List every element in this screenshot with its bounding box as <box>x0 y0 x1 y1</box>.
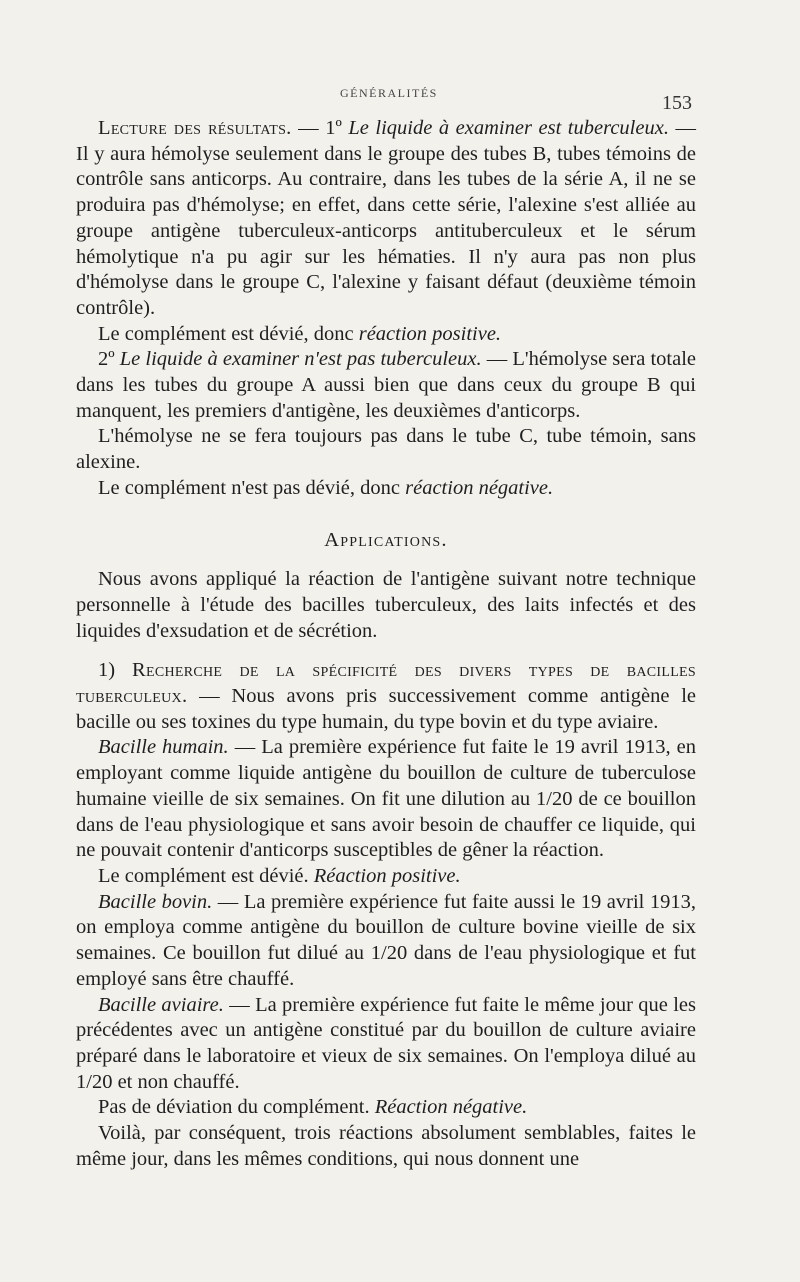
avian-conclusion-text: Pas de déviation du complément. <box>98 1096 375 1119</box>
paragraph-avian-conclusion <box>76 1095 696 1121</box>
paragraph-applications-intro: Nous avons appliqué la réaction de l'antigène suivant notre technique personnelle à l'étude des bacilles tuberculeux, des laits infectés et des liquides d'exsudation et de sécrétion. <box>76 568 696 642</box>
case2-conclusion-result: réaction négative. <box>405 476 554 499</box>
dash: — <box>291 117 326 139</box>
paragraph-case1 <box>76 116 696 322</box>
sub1-text: — Nous avons pris successivement comme antigène le bacille ou ses toxines du type humain, du type bovin et du type aviaire. <box>76 685 696 733</box>
section-label: Lecture des résultats. <box>98 117 292 139</box>
case1-number: 1º <box>325 117 349 139</box>
paragraph-human <box>76 735 696 864</box>
avian-conclusion-result: Réaction négative. <box>374 1096 528 1119</box>
sub1-number: 1) <box>98 659 132 682</box>
human-conclusion-text: Le complément est dévié. <box>98 864 314 887</box>
case1-conclusion-text: Le complément est dévié, donc <box>98 322 359 345</box>
paragraph-final: Voilà, par conséquent, trois réactions absolument semblables, faites le même jour, dans les mêmes conditions, qui nous donnent une <box>76 1122 696 1170</box>
paragraph-human-conclusion <box>76 864 696 890</box>
human-text: — La première expérience fut faite le 19 avril 1913, en employant comme liquide antigène du bouillon de culture de tuberculose humaine vieille de six semaines. On fit une dilution au 1/20 de ce bouillon dans de l'eau physiologique et sans avoir besoin de chauffer ce liquide, qui ne pouvait contenir d'anticorps susceptibles de gêner la réaction. <box>76 736 696 862</box>
case2-text: — L'hémolyse sera totale dans les tubes du groupe A aussi bien que dans ceux du groupe B qui manquent, les premiers d'antigène, les deuxièmes d'anticorps. <box>76 348 696 422</box>
case2-number: 2º <box>98 348 120 371</box>
spacer <box>76 644 696 658</box>
human-conclusion-result: Réaction positive. <box>313 864 461 887</box>
paragraph-sub1 <box>76 658 696 735</box>
human-label: Bacille humain. <box>98 736 229 759</box>
case1-conclusion-result: réaction positive. <box>358 322 502 345</box>
paragraph-case1-conclusion <box>76 322 696 348</box>
page-number: 153 <box>662 92 692 114</box>
paragraph-bovine <box>76 890 696 993</box>
case2-title: Le liquide à examiner n'est pas tuberculeux. <box>119 348 482 371</box>
sub1-title: Recherche de la spécificité des divers types de bacilles tuberculeux. <box>76 659 696 708</box>
paragraph-avian <box>76 993 696 1096</box>
paragraph-case2-conclusion <box>76 476 696 502</box>
running-head <box>0 80 800 114</box>
bovine-label: Bacille bovin. <box>98 890 213 913</box>
body-text <box>76 116 696 1172</box>
bovine-text: — La première expérience fut faite aussi le 19 avril 1913, on employa comme antigène du bouillon de culture bovine vieille de six semaines. Ce bouillon fut dilué au 1/20 dans de l'eau physiologique et fut employé sans être chauffé. <box>76 890 696 990</box>
running-title: GÉNÉRALITÉS <box>340 86 438 100</box>
paragraph-case2-b: L'hémolyse ne se fera toujours pas dans le tube C, tube témoin, sans alexine. <box>76 425 696 474</box>
case1-text: — Il y aura hémolyse seulement dans le groupe des tubes B, tubes témoins de contrôle sans anticorps. Au contraire, dans les tubes de la série A, il ne se produira pas d'hémolyse; en effet, dans cette série, l'alexine s'est alliée au groupe antigène tuberculeux-anticorps antituberculeux et le sérum hémolytique n'a pu agir sur les hématies. Il n'y aura pas non plus d'hémolyse dans le groupe C, l'alexine y faisant défaut (deuxième témoin contrôle). <box>76 117 696 319</box>
avian-text: — La première expérience fut faite le même jour que les précédentes avec un antigène constitué par du bouillon de culture aviaire préparé dans le laboratoire et vieux de six semaines. On l'employa dilué au 1/20 et non chauffé. <box>76 993 696 1093</box>
case1-title: Le liquide à examiner est tuberculeux. <box>348 117 669 139</box>
case2-conclusion-text: Le complément n'est pas dévié, donc <box>98 476 406 499</box>
applications-heading: Applications. <box>324 528 448 551</box>
paragraph-case2 <box>76 347 696 424</box>
avian-label: Bacille aviaire. <box>98 993 224 1016</box>
